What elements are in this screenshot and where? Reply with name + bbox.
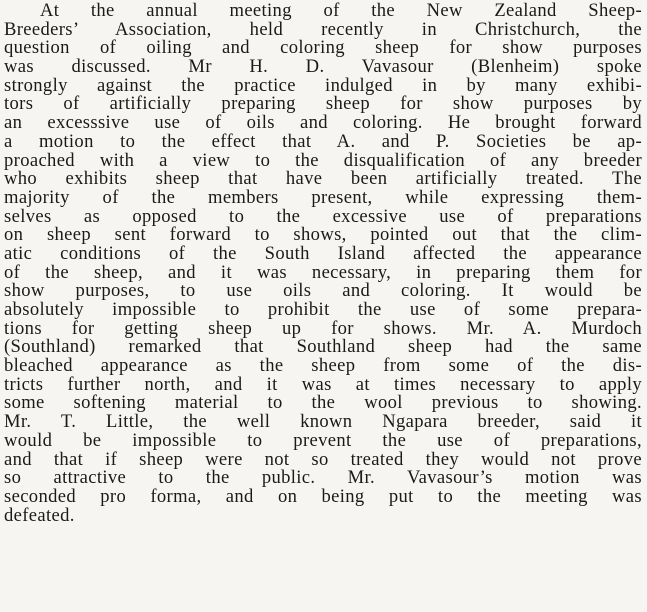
article-line: majority of the members present, while expressing them-	[4, 186, 642, 208]
article-line: some softening material to the wool previous to showing.	[4, 392, 642, 414]
article-line: on sheep sent forward to shows, pointed out that the clim-	[4, 224, 642, 246]
article-line: was discussed. Mr H. D. Vavasour (Blenheim) spoke	[4, 56, 642, 78]
article-line: seconded pro forma, and on being put to the meeting was	[4, 485, 642, 507]
article-text	[4, 2, 642, 525]
article-line: tricts further north, and it was at times necessary to apply	[4, 373, 642, 395]
article-line: a motion to the effect that A. and P. Societies be ap-	[4, 130, 642, 152]
article-line: Mr. T. Little, the well known Ngapara breeder, said it	[4, 411, 642, 433]
article-line: of the sheep, and it was necessary, in preparing them for	[4, 261, 642, 283]
article-line: would be impossible to prevent the use of preparations,	[4, 429, 642, 451]
article-line: absolutely impossible to prohibit the use of some prepara-	[4, 299, 642, 320]
article-line: strongly against the practice indulged in by many exhibi-	[4, 74, 642, 96]
article-line: show purposes, to use oils and coloring. It would be	[4, 280, 642, 302]
article-line: At the annual meeting of the New Zealand Sheep-	[40, 0, 642, 21]
article-line: defeated.	[4, 504, 75, 526]
article-line: tions for getting sheep up for shows. Mr. A. Murdoch	[4, 317, 642, 339]
article-line: and that if sheep were not so treated they would not prove	[4, 448, 642, 470]
article-line: selves as opposed to the excessive use of preparations	[4, 205, 642, 227]
article-line: proached with a view to the disqualification of any breeder	[4, 149, 642, 171]
article-line: an excesssive use of oils and coloring. He brought forward	[4, 112, 642, 134]
article-line: Breeders’ Association, held recently in Christchurch, the	[4, 18, 642, 40]
article-line: so attractive to the public. Mr. Vavasour’s motion was	[4, 467, 642, 489]
article-line: question of oiling and coloring sheep for show purposes	[4, 37, 642, 59]
article-line: tors of artificially preparing sheep for show purposes by	[4, 93, 642, 115]
article-line: atic conditions of the South Island affected the appearance	[4, 242, 642, 264]
article-line: (Southland) remarked that Southland sheep had the same	[4, 336, 642, 358]
article-line: bleached appearance as the sheep from some of the dis-	[4, 355, 642, 377]
article-line: who exhibits sheep that have been artificially treated. The	[4, 168, 642, 190]
